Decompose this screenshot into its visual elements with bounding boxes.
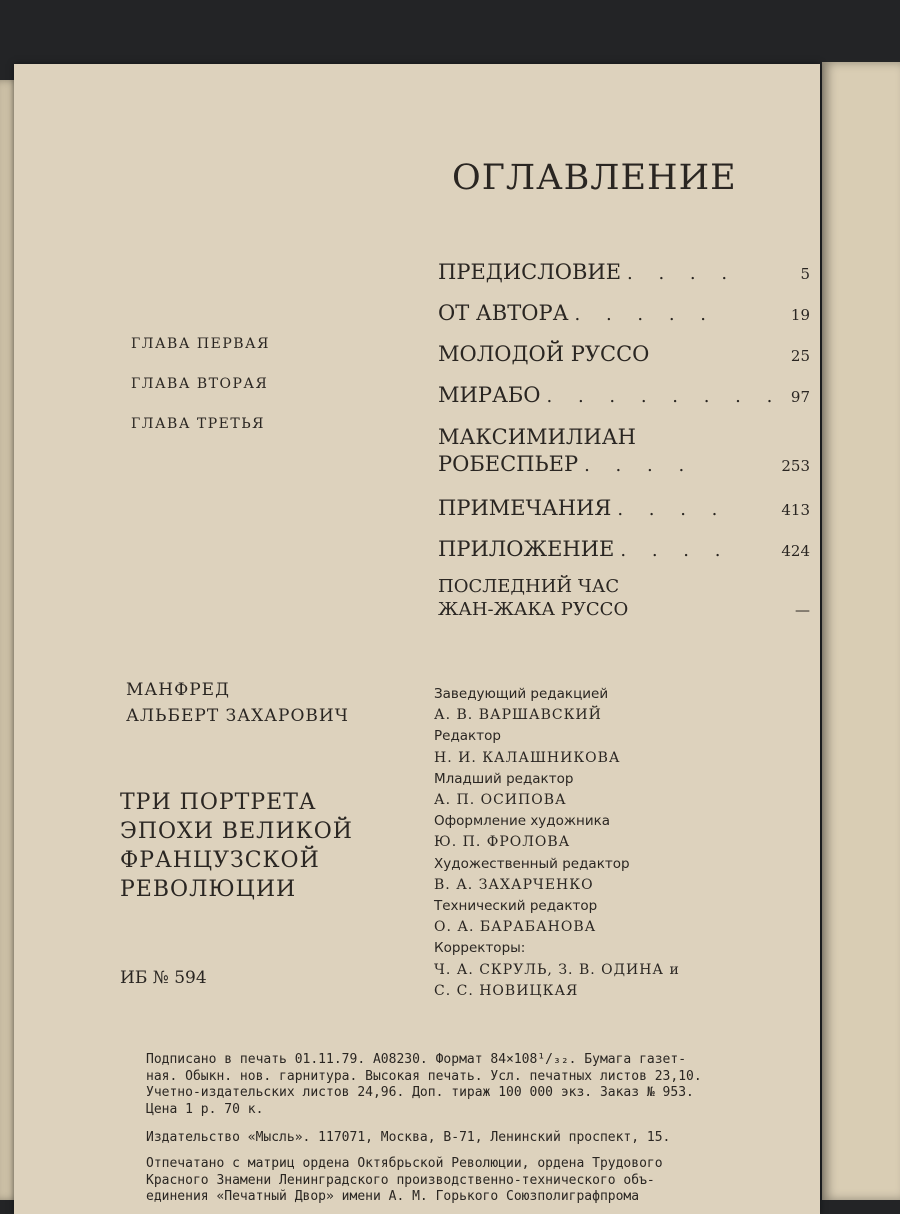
book-title-line: ЭПОХИ ВЕЛИКОЙ (120, 819, 353, 844)
imprint-line: ная. Обыкн. нов. гарнитура. Высокая печать. Усл. печатных листов 23,10. (146, 1068, 702, 1084)
toc-entry (438, 537, 810, 561)
toc-entry-label: РОБЕСПЬЕР (438, 452, 579, 476)
toc-entry-label: ЖАН-ЖАКА РУССО (438, 599, 629, 620)
toc-leader-dots: . . . . . (574, 304, 716, 325)
right-page-edge (822, 62, 900, 1200)
toc-entry-label: ПРЕДИСЛОВИЕ (438, 260, 622, 284)
toc-entry-label: ОТ АВТОРА (438, 301, 569, 325)
toc-page-number: 424 (781, 542, 810, 560)
toc-entry-label-line1: МАКСИМИЛИАН (438, 425, 636, 449)
credits-block (434, 684, 680, 1002)
chapter-tag-second: ГЛАВА ВТОРАЯ (131, 376, 269, 392)
credit-role: Заведующий редакцией (434, 686, 609, 702)
toc-page-number: 19 (790, 306, 810, 324)
credit-role: Технический редактор (434, 898, 598, 915)
author-surname: МАНФРЕД (126, 680, 230, 700)
toc-entry (438, 342, 810, 366)
toc-entry-label: ПРИМЕЧАНИЯ (438, 496, 612, 520)
credit-name: В. А. ЗАХАРЧЕНКО (434, 876, 594, 893)
toc-page-number: 97 (790, 388, 810, 406)
book-title-line: ТРИ ПОРТРЕТА (120, 790, 317, 815)
printer-line: Красного Знамени Ленинградского производственно-технического объ- (146, 1172, 655, 1188)
book-page (14, 64, 820, 1214)
imprint-line: Цена 1 р. 70 к. (146, 1101, 264, 1117)
ib-number: ИБ № 594 (120, 968, 207, 988)
imprint-block (146, 1052, 702, 1118)
toc-page-number: 253 (781, 457, 810, 475)
chapter-tag-third: ГЛАВА ТРЕТЬЯ (131, 416, 265, 432)
credit-role: Младший редактор (434, 770, 574, 787)
toc-page-number: 413 (781, 501, 810, 519)
author-given-names: АЛЬБЕРТ ЗАХАРОВИЧ (126, 706, 349, 726)
book-title-line: ФРАНЦУЗСКОЙ (120, 848, 320, 873)
toc-page-number: 5 (800, 265, 810, 283)
toc-leader-dots: . . . . (620, 540, 731, 561)
imprint-line: Учетно-издательских листов 24,96. Доп. тираж 100 000 экз. Заказ № 953. (146, 1085, 694, 1100)
toc-page-number: — (795, 601, 810, 619)
imprint-line: Подписано в печать 01.11.79. А08230. Формат 84×108¹/₃₂. Бумага газет- (146, 1052, 687, 1067)
printer-line: Отпечатано с матриц ордена Октябрьской Революции, ордена Трудового (146, 1156, 663, 1171)
toc-entry-label-line1: ПОСЛЕДНИЙ ЧАС (438, 576, 620, 597)
toc-entry (438, 496, 810, 520)
credit-name: С. С. НОВИЦКАЯ (434, 982, 579, 999)
credit-name: Ч. А. СКРУЛЬ, З. В. ОДИНА и (434, 961, 680, 978)
credit-name: Ю. П. ФРОЛОВА (434, 834, 571, 851)
toc-entry-label: МИРАБО (438, 383, 541, 407)
toc-entry-label: МОЛОДОЙ РУССО (438, 342, 650, 366)
toc-leader-dots: . . . . (617, 499, 728, 520)
credit-role: Редактор (434, 728, 501, 745)
publisher-line: Издательство «Мысль». 117071, Москва, В-71, Ленинский проспект, 15. (146, 1130, 671, 1145)
credit-name: А. В. ВАРШАВСКИЙ (434, 707, 602, 724)
credit-name: О. А. БАРАБАНОВА (434, 919, 597, 936)
toc-entry (438, 260, 810, 284)
toc-page-number: 25 (790, 347, 810, 365)
toc-entry (438, 383, 810, 407)
credit-role: Корректоры: (434, 940, 526, 957)
toc-title: ОГЛАВЛЕНИЕ (452, 158, 737, 198)
book-title-line: РЕВОЛЮЦИИ (120, 877, 297, 902)
toc-entry (438, 425, 810, 476)
credit-role: Художественный редактор (434, 855, 630, 872)
credit-name: А. П. ОСИПОВА (434, 792, 567, 809)
toc-entry-label: ПРИЛОЖЕНИЕ (438, 537, 615, 561)
chapter-tag-first: ГЛАВА ПЕРВАЯ (131, 336, 270, 352)
toc-leader-dots: . . . . . . . . (546, 386, 783, 407)
credit-role: Оформление художника (434, 813, 611, 830)
toc-leader-dots: . . . . (627, 263, 738, 284)
toc-leader-dots: . . . . (584, 455, 695, 476)
printer-line: единения «Печатный Двор» имени А. М. Горького Союзполиграфпрома (146, 1189, 640, 1204)
toc-entry (438, 301, 810, 325)
credit-name: Н. И. КАЛАШНИКОВА (434, 749, 621, 766)
toc-entry (438, 576, 810, 620)
printer-block (146, 1156, 663, 1206)
